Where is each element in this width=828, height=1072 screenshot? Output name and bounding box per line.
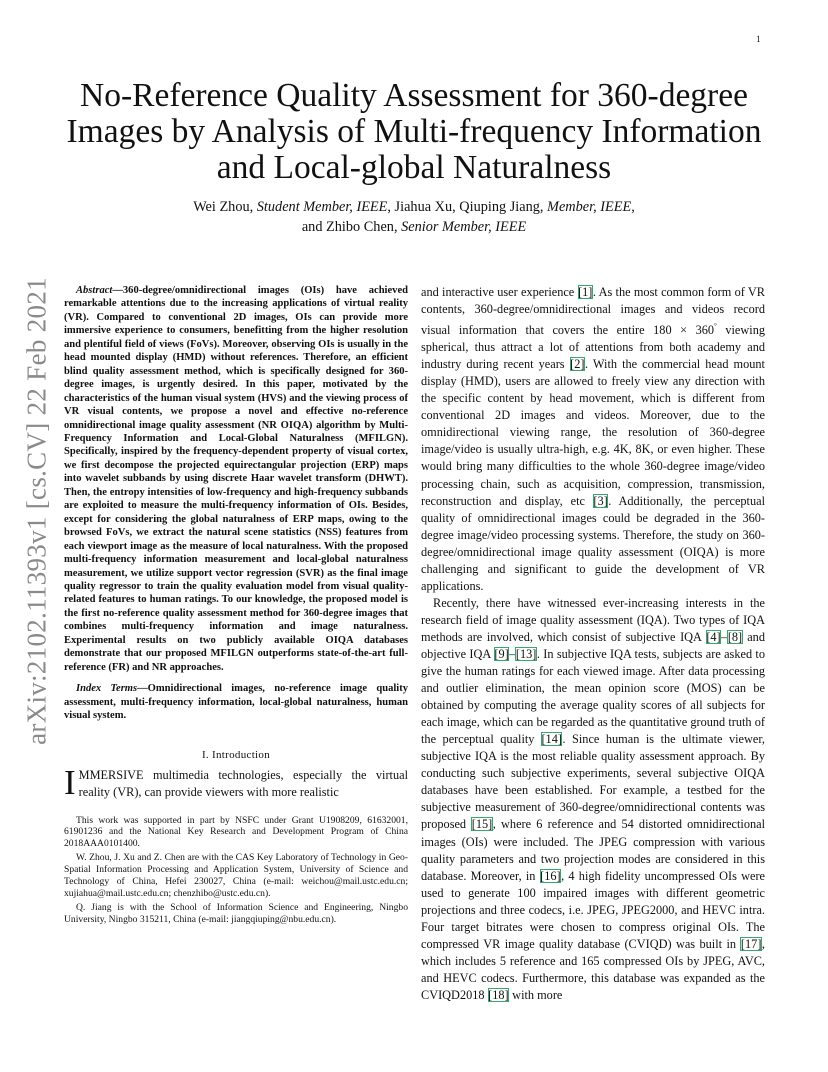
body-text: and objective IQA: [421, 629, 765, 661]
body-text: viewing spherical, thus attract a lot of attentions from both academy and industry during recent years: [421, 323, 765, 372]
author-list: Wei Zhou, Student Member, IEEE, Jiahua Xu, Qiuping Jiang, Member, IEEE, and Zhibo Chen, Senior Member, IEEE: [193, 199, 635, 235]
citation-link[interactable]: [16]: [540, 868, 561, 883]
footnote-affiliation-nbu: Q. Jiang is with the School of Information Science and Engineering, Ningbo University, Ningbo 315211, China (e-mail: jiangqiuping@nbu.edu.cn).: [64, 901, 408, 925]
citation-link[interactable]: [18]: [488, 987, 509, 1002]
section-heading-text: I. Introduction: [201, 748, 271, 761]
abstract-text: —360-degree/omnidirectional images (OIs) have achieved remarkable attentions due to the increasing applications of virtual reality (VR). Compared to conventional 2D images, OIs can provide more immersive experience to consumers, benefitting from the higher resolution and plentiful field of views (FoVs). Moreover, observing OIs is usually in the head mounted display (HMD) without references. Therefore, an efficient blind quality assessment method, which is specifically designed for 360-degree images, is urgently desired. In this paper, motivated by the characteristics of the human visual system (HVS) and the viewing process of VR visual contents, we propose a novel and effective no-reference omnidirectional image quality assessment (NR OIQA) algorithm by Multi-Frequency Information and Local-Global Naturalness (MFILGN). Specifically, inspired by the frequency-dependent property of visual cortex, we first decompose the projected equirectangular projection (ERP) maps into wavelet subbands by using discrete Haar wavelet transform (DHWT). Then, the entropy intensities of low-frequency and high-frequency subbands are exploited to measure the multi-frequency information of OIs. Besides, except for considering the global naturalness of ERP maps, owing to the browsed FoVs, we extract the natural scene statistics (NSS) features from each viewport image as the measure of local naturalness. With the proposed multi-frequency information measurement and local-global naturalness measurement, we utilize support vector regression (SVR) as the final image quality regressor to train the quality evaluation model from visual quality-related features to human ratings. To our knowledge, the proposed model is the first no-reference quality assessment method for 360-degree images that combines multi-frequency information and image naturalness. Experimental results on two publicly available OIQA databases demonstrate that our proposed MFILGN outperforms state-of-the-art full-reference (FR) and NR approaches.: [64, 285, 408, 673]
paper-title: No-Reference Quality Assessment for 360-degree Images by Analysis of Multi-frequency Information and Local-global Naturalness: [66, 77, 762, 186]
body-text: –: [509, 646, 516, 661]
citation-link[interactable]: [15]: [471, 817, 493, 832]
citation-link[interactable]: [2]: [570, 357, 585, 372]
body-text: . As the most common form of VR contents, 360-degree/omnidirectional images and videos record visual information that covers the entire 180 × 360: [421, 285, 765, 338]
page-number: 1: [756, 34, 761, 44]
body-text: . Since human is the ultimate viewer, subjective IQA is the most reliable quality assessment approach. By conducting such subjective experiments, several subjective OIQA databases have been established. For example, a testbed for the subjective measurement of 360-degree/omnidirectional contents was proposed: [421, 732, 765, 832]
citation-link[interactable]: [14]: [541, 732, 562, 747]
body-text: Recently, there have witnessed ever-increasing interests in the research field of image quality assessment (IQA). Two types of IQA methods are involved, which consist of subjective IQA: [421, 595, 765, 644]
citation-link[interactable]: [3]: [593, 493, 608, 508]
footnote-affiliation-ustc: W. Zhou, J. Xu and Z. Chen are with the CAS Key Laboratory of Technology in Geo-Spatial Information Processing and Application System, University of Science and Technology of China, Hefei 230027, China (e-mail: weichou@mail.ustc.edu.cn; xujiahua@mail.ustc.edu.cn; chenzhibo@ustc.edu.cn).: [64, 852, 408, 899]
citation-link[interactable]: [17]: [740, 936, 762, 951]
iqa-paragraph: [421, 595, 765, 1004]
abstract: [64, 284, 408, 674]
author-2-3: , Jiahua Xu, Qiuping Jiang,: [387, 199, 544, 215]
body-text: . Additionally, the perceptual quality of omnidirectional images could be degraded in the 360-degree image/video processing systems. Therefore, the study on 360-degree/omnidirectional image quality assessment (OIQA) is more challenging and significant to guide the development of VR applications.: [421, 493, 765, 593]
author-4-role: Senior Member, IEEE: [401, 219, 527, 235]
body-text: , which includes 5 reference and 165 compressed OIs by JPEG, AVC, and HEVC codecs. Furthermore, this database was expanded as the CVIQD2018: [421, 936, 765, 1002]
author-4: and Zhibo Chen,: [301, 219, 398, 235]
abstract-label: Abstract: [76, 285, 113, 296]
citation-link[interactable]: [13]: [515, 646, 537, 661]
intro-paragraph-continued: [421, 284, 765, 595]
index-terms-text: —Omnidirectional images, no-reference image quality assessment, multi-frequency information, local-global naturalness, human visual system.: [64, 683, 408, 722]
drop-cap: I: [64, 762, 76, 802]
index-terms: [64, 682, 408, 722]
right-column: [421, 284, 765, 1004]
citation-link[interactable]: [4]: [706, 629, 721, 644]
arxiv-watermark: [21, 276, 52, 745]
intro-text: multimedia technologies, especially the virtual reality (VR), can provide viewers with more realistic: [78, 767, 408, 799]
body-text: . In subjective IQA tests, subjects are asked to give the human ratings for each viewed image. After data processing and outlier elimination, the mean opinion score (MOS) can be obtained by computing the average quality scores of all subjects for each image, which can be regarded as the quantitative ground truth of the perceptual quality: [421, 646, 765, 747]
citation-link[interactable]: [9]: [494, 646, 509, 661]
body-text: with more: [509, 987, 563, 1002]
author-1: Wei Zhou,: [193, 199, 254, 215]
arxiv-id: arXiv:2102.11393v1 [cs.CV] 22 Feb 2021: [21, 276, 52, 745]
citation-link[interactable]: [8]: [727, 629, 743, 644]
intro-paragraph: [64, 762, 408, 802]
footnote-funding: This work was supported in part by NSFC under Grant U1908209, 61632001, 61901236 and the National Key Research and Development Program of China 2018AAA0101400.: [64, 814, 408, 850]
author-1-role: Student Member, IEEE: [256, 199, 388, 215]
body-text: –: [721, 629, 728, 644]
body-text: , 4 high fidelity uncompressed OIs were used to generate 100 impaired images with different geometric projections and three codecs, i.e. JPEG, JPEG2000, and HEVC intra. Four target bitrates were chosen to compress original OIs. The compressed VR image quality database (CVIQD) was built in: [421, 868, 765, 951]
author-3-role: Member, IEEE: [547, 199, 632, 215]
body-text: , where 6 reference and 54 distorted omnidirectional images (OIs) were included. The JPEG compression with various quality parameters and two projection modes are considered in this database. Moreover, in: [421, 817, 766, 883]
degree-symbol: °: [714, 322, 717, 331]
section-heading: [64, 749, 408, 761]
index-terms-label: Index Terms: [76, 683, 138, 695]
citation-link[interactable]: [1]: [578, 285, 593, 299]
left-column: [64, 284, 408, 928]
body-text: . With the commercial head mount display (HMD), users are allowed to freely view any direction with the specific content by head movement, which is different from conventional 2D images and videos. Moreover, due to the omnidirectional viewing range, the resolution of 360-degree image/video is usually ultra-high, e.g. 4K, 8K, or even higher. These would bring many difficulties to the whole 360-degree image/video processing chain, such as acquisition, compression, transmission, reconstruction and display, etc: [421, 357, 765, 508]
intro-first-word: MMERSIVE: [78, 767, 144, 782]
body-text: and interactive user experience: [421, 285, 578, 299]
